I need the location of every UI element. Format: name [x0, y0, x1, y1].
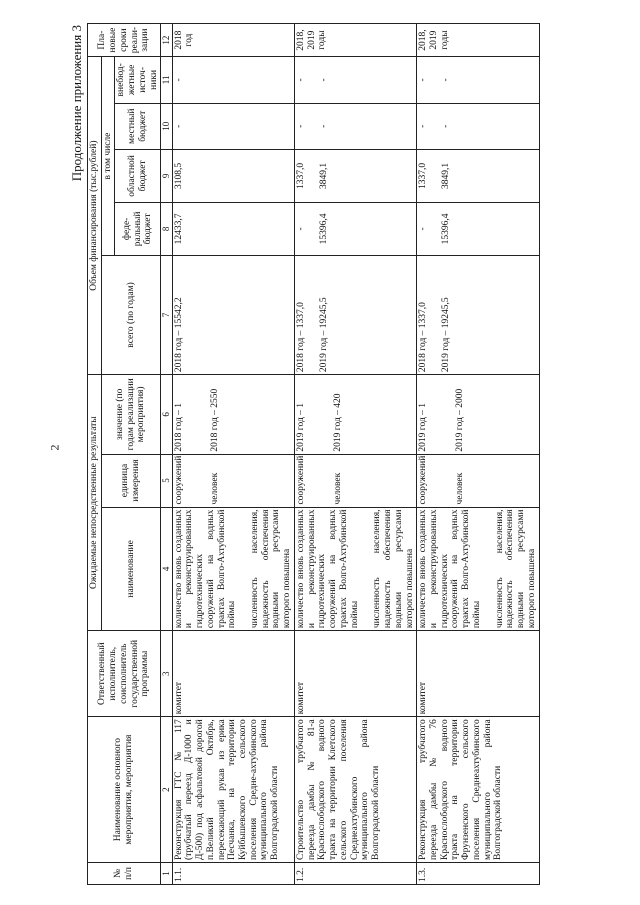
row-terms — [172, 24, 294, 57]
row-executor-text: комитет — [173, 681, 184, 715]
fund-extra-2: - — [440, 78, 451, 82]
fund-regional-1: 3108,5 — [173, 162, 184, 189]
table-row — [172, 24, 294, 885]
row-number-text: 1.1. — [173, 867, 184, 882]
header-fund-regional: областной бюджет — [115, 149, 161, 202]
program-table — [87, 23, 540, 885]
row-name-text: Реконструкция трубчатого переезда дамбы № 76 Краснослободского водного тракта на территории Фрунзенского сельского поселения Среднеахтубинского муниципального района Волгоградской области — [418, 719, 504, 860]
row-fund-regional — [172, 149, 294, 202]
header-fund-federal: феде-ральный бюджет — [115, 202, 161, 255]
table-row — [294, 24, 416, 885]
fund-total-1: 2018 год – 1337,0 — [418, 302, 429, 373]
col-number: 6 — [161, 375, 172, 455]
row-result-value — [294, 375, 416, 455]
header-no: № п/п — [88, 862, 161, 884]
row-terms-text: 2018 год — [173, 30, 195, 50]
fund-federal-2: 15396,4 — [318, 213, 329, 245]
col-number: 7 — [161, 255, 172, 374]
row-fund-local — [417, 103, 539, 149]
col-number: 3 — [161, 631, 172, 717]
result-value-1: 2019 год – 1 — [418, 402, 429, 452]
header-fund-including: в том числе — [101, 57, 115, 256]
row-fund-extra — [172, 57, 294, 103]
col-number: 8 — [161, 202, 172, 255]
header-terms: Пла-новые сроки реали-зации — [88, 24, 161, 57]
result-unit-1: сооружений — [173, 455, 184, 505]
col-number: 9 — [161, 149, 172, 202]
row-fund-total — [417, 255, 539, 374]
row-fund-extra — [294, 57, 416, 103]
col-number: 4 — [161, 507, 172, 631]
row-result-name — [294, 507, 416, 631]
row-result-unit — [417, 454, 539, 507]
row-result-unit — [172, 454, 294, 507]
fund-federal-2: 15396,4 — [440, 213, 451, 245]
header-fund-extra: внебюд-жетные источ-ники — [115, 57, 161, 103]
fund-extra-2: - — [318, 78, 329, 82]
fund-total-2: 2019 год – 19245,5 — [318, 297, 329, 373]
fund-extra-1: - — [295, 78, 306, 82]
result-name-2: численность населения, надежность обеспечения водными ресурсами которого повышена — [372, 509, 415, 629]
result-name-2: численность населения, надежность обеспечения водными ресурсами которого повышена — [494, 509, 537, 629]
fund-federal-1: - — [418, 227, 429, 231]
row-result-value — [172, 375, 294, 455]
header-exp-value: значение (по годам реализации мероприятия) — [101, 375, 161, 455]
col-number: 2 — [161, 717, 172, 863]
row-terms-text: 2018, 2019 годы — [295, 29, 328, 51]
row-name-text: Строительство трубчатого переезда дамбы № 81-а Краснослободского водного тракта на территории Клетского сельского поселения Среднеахтубинского муниципального района Волгоградской области — [295, 719, 382, 860]
fund-regional-1: 1337,0 — [418, 162, 429, 189]
row-name — [417, 717, 539, 863]
row-result-unit — [294, 454, 416, 507]
column-numbers-row — [161, 24, 172, 885]
fund-regional-2: 3849,1 — [318, 162, 329, 189]
header-exp-unit: единица измерения — [101, 454, 161, 507]
row-result-value — [417, 375, 539, 455]
row-name-text: Реконструкция ГТС № 117 (трубчатый переезд Д-1000 и Д-500) под асфальтовой дорогой п.Великий Октябрь, пересекающий рукав из ерика Песчанка, на территории Куйбышевского сельского поселения Средне-ахтубинского муниципального района Волгоградской области — [173, 719, 281, 860]
fund-extra-1: - — [173, 78, 184, 82]
result-unit-2: человек — [454, 472, 465, 505]
fund-federal-1: 12433,7 — [173, 213, 184, 245]
row-executor — [417, 631, 539, 717]
row-fund-federal — [417, 202, 539, 255]
fund-total-1: 2018 год – 1337,0 — [295, 302, 306, 373]
fund-local-2: - — [318, 124, 329, 128]
row-fund-total — [172, 255, 294, 374]
row-fund-extra — [417, 57, 539, 103]
col-number: 12 — [161, 24, 172, 57]
result-value-1: 2019 год – 1 — [295, 402, 306, 452]
row-number-text: 1.3. — [418, 867, 429, 882]
col-number: 11 — [161, 57, 172, 103]
rotated-page — [69, 23, 627, 885]
row-executor-text: комитет — [418, 681, 429, 715]
page-number: 2 — [47, 444, 62, 451]
result-name-1: количество вновь созданных и реконструированных гидротехнических сооружений на водных трактах Волго-Ахтубинской поймы — [295, 509, 360, 629]
fund-local-1: - — [173, 124, 184, 128]
header-name: Наименование основного мероприятия, мероприятия — [88, 717, 161, 863]
result-unit-1: сооружений — [418, 455, 429, 505]
fund-total-2: 2019 год – 19245,5 — [440, 297, 451, 373]
row-executor — [172, 631, 294, 717]
result-value-2: 2019 год – 2000 — [454, 388, 465, 452]
fund-local-2: - — [440, 124, 451, 128]
header-funding: Объем финансирования (тыс.рублей) — [88, 57, 102, 375]
fund-total-1: 2018 год – 15542,2 — [173, 297, 184, 373]
fund-regional-1: 1337,0 — [295, 162, 306, 189]
row-terms — [417, 24, 539, 57]
result-name-1: количество вновь созданных и реконструированных гидротехнических сооружений на водных трактах Волго-Ахтубинской поймы — [418, 509, 482, 629]
result-unit-1: сооружений — [295, 455, 306, 505]
result-unit-2: человек — [210, 472, 221, 505]
fund-regional-2: 3849,1 — [440, 162, 451, 189]
row-result-name — [417, 507, 539, 631]
result-value-1: 2018 год – 1 — [173, 402, 184, 452]
row-name — [172, 717, 294, 863]
result-value-2: 2018 год – 2550 — [210, 388, 221, 452]
row-result-name — [172, 507, 294, 631]
header-fund-local: местный бюджет — [115, 103, 161, 149]
row-executor — [294, 631, 416, 717]
fund-extra-1: - — [418, 78, 429, 82]
header-executor: Ответственный исполнитель, соисполнитель государственной программы — [88, 631, 161, 717]
row-number — [417, 862, 539, 884]
row-number — [172, 862, 294, 884]
fund-local-1: - — [418, 124, 429, 128]
row-fund-local — [294, 103, 416, 149]
row-fund-local — [172, 103, 294, 149]
table-row — [417, 24, 539, 885]
appendix-caption: Продолжение приложения 3 — [69, 25, 84, 182]
row-fund-regional — [294, 149, 416, 202]
result-value-2: 2019 год – 420 — [332, 393, 343, 452]
row-executor-text: комитет — [295, 681, 306, 715]
row-terms-text: 2018, 2019 годы — [418, 29, 450, 51]
row-terms — [294, 24, 416, 57]
row-fund-regional — [417, 149, 539, 202]
header-fund-total: всего (по годам) — [101, 255, 161, 374]
row-number-text: 1.2. — [295, 867, 306, 882]
fund-federal-1: - — [295, 227, 306, 231]
fund-local-1: - — [295, 124, 306, 128]
row-fund-federal — [294, 202, 416, 255]
header-expected: Ожидаемые непосредственные результаты — [88, 375, 102, 631]
header-exp-name: наименование — [101, 507, 161, 631]
col-number: 10 — [161, 103, 172, 149]
row-fund-total — [294, 255, 416, 374]
row-name — [294, 717, 416, 863]
row-number — [294, 862, 416, 884]
header-row-1 — [88, 24, 102, 885]
result-name-1: количество вновь созданных и реконструированных гидротехнических сооружений на водных трактах Волго-Ахтубинской поймы — [173, 509, 238, 629]
result-unit-2: человек — [332, 472, 343, 505]
result-name-2: численность населения, надежность обеспечения водными ресурсами которого повышена — [249, 509, 293, 629]
col-number: 1 — [161, 862, 172, 884]
col-number: 5 — [161, 454, 172, 507]
row-fund-federal — [172, 202, 294, 255]
